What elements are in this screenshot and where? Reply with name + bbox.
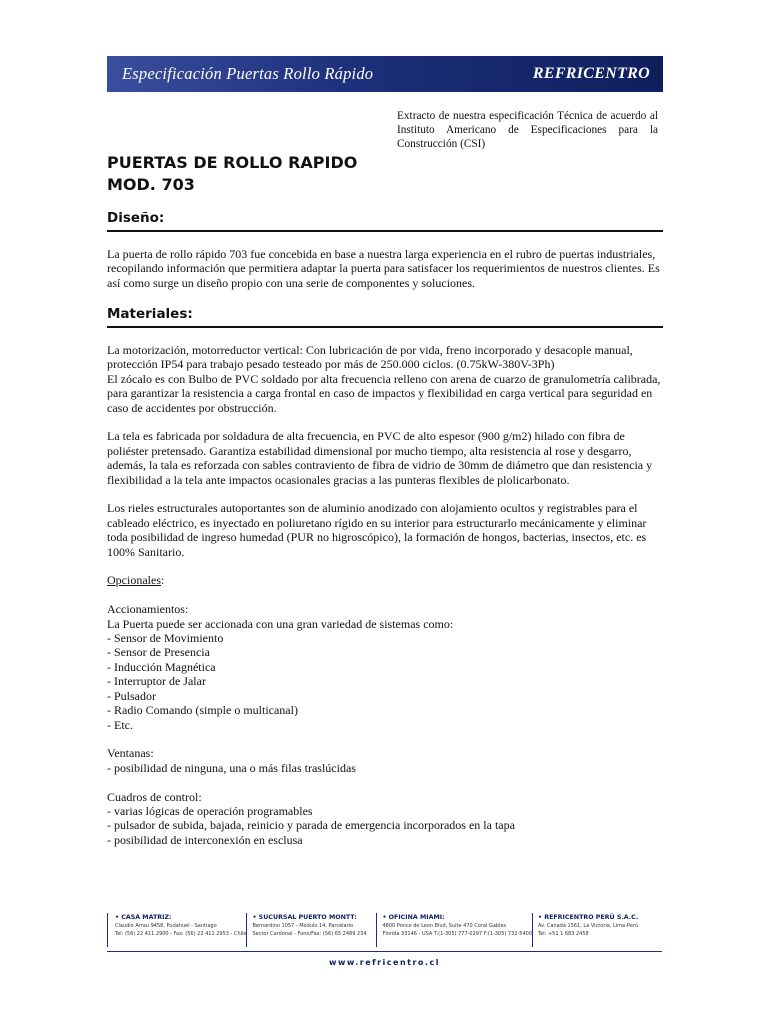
- page-footer: [107, 913, 662, 965]
- footer-office-heading: • REFRICENTRO PERÚ S.A.C.: [538, 914, 639, 921]
- list-item: - pulsador de subida, bajada, reinicio y parada de emergencia incorporados en la tapa: [107, 818, 515, 833]
- extract-note: Extracto de nuestra especificación Técnica de acuerdo al Instituto Americano de Especificaciones para la Construcción (CSI): [397, 110, 658, 150]
- cuadros-block: [107, 790, 663, 848]
- list-item: - Sensor de Movimiento: [107, 631, 224, 646]
- footer-office-phone: Tel: (56) 22 411 2900 - Fax: (56) 22 411 2953 - Chile: [115, 931, 247, 937]
- footer-office-puerto-montt: [246, 913, 376, 947]
- list-item: - Etc.: [107, 717, 133, 732]
- materiales-paragraph-tela: La tela es fabricada por soldadura de alta frecuencia, en PVC de alto espesor (900 g/m2) hilado con fibra de poliéster pretensado. Garantiza estabilidad dimensional por mucho tiempo, alta resistencia al rose y desgarro, además, la tala es reforzada con sables contraviento de fibra de vidrio de 30mm de diámetro que dan resistencia y flexibilidad a la tela ante impactos ocasionales gracias a las punteras flexibles de plolicarbonato.: [107, 429, 653, 487]
- ventanas-title: Ventanas:: [107, 746, 154, 761]
- page-title-line-2: MOD. 703: [107, 175, 195, 194]
- diseno-body: [107, 247, 663, 290]
- list-item: - Interruptor de Jalar: [107, 674, 206, 689]
- list-item: - posibilidad de ninguna, una o más filas traslúcidas: [107, 760, 356, 775]
- cuadros-title: Cuadros de control:: [107, 789, 202, 804]
- header-banner: [107, 56, 663, 92]
- section-heading-diseno: Diseño:: [107, 208, 663, 232]
- footer-office-heading: • CASA MATRIZ:: [115, 914, 172, 921]
- page-title-line-1: PUERTAS DE ROLLO RAPIDO: [107, 153, 358, 172]
- website-link[interactable]: www.refricentro.cl: [329, 958, 440, 967]
- footer-office-phone: Tel: +51 1 683 2458: [538, 931, 589, 937]
- footer-office-santiago: [107, 913, 246, 947]
- opcionales-label: [107, 573, 663, 587]
- footer-office-address: 4800 Ponce de Leon Blvd, Suite 470 Coral Gables: [382, 923, 507, 929]
- list-item: - Sensor de Presencia: [107, 645, 210, 660]
- list-item: - posibilidad de interconexión en esclusa: [107, 832, 303, 847]
- materiales-body: [107, 343, 663, 847]
- brand-name: REFRICENTRO: [532, 65, 650, 82]
- accionamientos-title: Accionamientos:: [107, 602, 189, 617]
- list-item: - Radio Comando (simple o multicanal): [107, 703, 298, 718]
- diseno-paragraph: La puerta de rollo rápido 703 fue concebida en base a nuestra larga experiencia en el rubro de puertas industriales, recopilando información que permitiera adaptar la puerta para satisfacer los requerimientos de nuestros clientes. Es así como surge un diseño propio con una serie de componentes y soluciones.: [107, 247, 660, 290]
- page-title: [107, 152, 357, 196]
- list-item: - Pulsador: [107, 688, 156, 703]
- footer-website-bar: [107, 951, 662, 967]
- footer-office-phone: Sector Cardonal - Fono/Fax: (56) 65 2489 234: [252, 931, 367, 937]
- footer-office-phone: Florida 33146 - USA T:(1-305) 777-0297 F:(1-305) 732-5400: [382, 931, 533, 937]
- footer-office-miami: [376, 913, 532, 947]
- footer-office-address: Claudio Arrau 9458, Pudahuel - Santiago: [115, 923, 217, 929]
- footer-office-heading: • OFICINA MIAMI:: [382, 914, 445, 921]
- document-header-title: Especificación Puertas Rollo Rápido: [122, 64, 374, 83]
- footer-offices: [107, 913, 662, 947]
- materiales-paragraph-1: [107, 343, 663, 415]
- opcionales-colon: :: [160, 573, 165, 588]
- footer-office-heading: • SUCURSAL PUERTO MONTT:: [252, 914, 357, 921]
- accionamientos-intro: La Puerta puede ser accionada con una gran variedad de sistemas como:: [107, 616, 454, 631]
- section-heading-materiales: Materiales:: [107, 304, 663, 328]
- list-item: - varias lógicas de operación programables: [107, 803, 313, 818]
- footer-office-address: Av. Canadá 1561, La Victoria, Lima-Perú: [538, 923, 639, 929]
- ventanas-block: [107, 746, 663, 775]
- materiales-paragraph-rieles: Los rieles estructurales autoportantes son de aluminio anodizado con alojamiento ocultos y registrables para el cableado eléctrico, es inyectado en poliuretano rígido en su interior para estructurarlo mecánicamente y eliminar toda posibilidad de ingreso humedad (PUR no higroscópico), la formación de hongos, bacterias, insectos, etc. es 100% Sanitario.: [107, 501, 647, 559]
- footer-office-address: Bernardino 1057 - Módulo 14, Parcelario: [252, 923, 354, 929]
- opcionales-underlined: Opcionales: [107, 573, 161, 588]
- zocalo-text: El zócalo es con Bulbo de PVC soldado por alta frecuencia relleno con arena de cuarzo de granulometría calibrada, para garantizar la resistencia a carga frontal en caso de impactos y flexibilidad en carga vertical para seguridad en caso de accidentes por obstrucción.: [107, 371, 661, 415]
- accionamientos-block: [107, 602, 663, 732]
- list-item: - Inducción Magnética: [107, 659, 216, 674]
- motorizacion-text: La motorización, motorreductor vertical: Con lubricación de por vida, freno incorporado y desacople manual, protección IP54 para trabajo pesado testeado por más de 250.000 ciclos. (0.75kW-380V-3Ph): [107, 343, 633, 372]
- footer-office-peru: [532, 913, 662, 947]
